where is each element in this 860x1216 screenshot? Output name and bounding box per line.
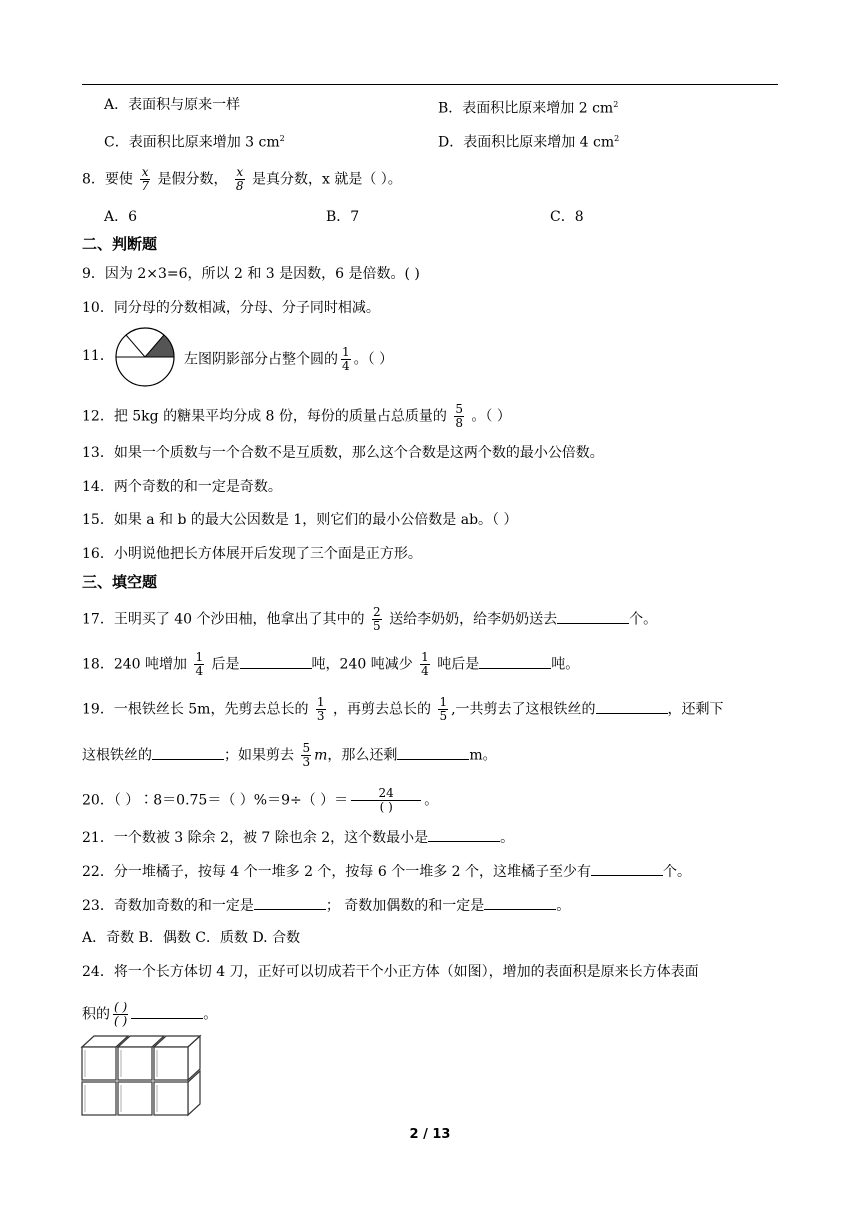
answer-blank[interactable] — [240, 654, 312, 669]
question-11: 左图阴影部分占整个圆的 $\frac{1}{4}$ 。（ ） — [184, 345, 394, 373]
question-22: 22．分一堆橘子，按每 4 个一堆多 2 个，按每 6 个一堆多 2 个，这堆橘子至少有 个。 — [82, 861, 691, 882]
question-24-line1: 24．将一个长方体切 4 刀，正好可以切成若干个小正方体（如图），增加的表面积是原来长方体表面 — [82, 964, 699, 980]
fraction-x-7: $\frac{x}{7}$ — [141, 165, 150, 193]
fraction-2-5: $\frac{2}{5}$ — [372, 605, 381, 633]
question-23-options: A．奇数 B．偶数 C．质数 D. 合数 — [82, 930, 301, 946]
q8-option-b: B．7 — [326, 209, 360, 225]
fraction-5-8: $\frac{5}{8}$ — [455, 402, 463, 430]
fraction-1-5: $\frac{1}{5}$ — [439, 695, 448, 723]
question-23: 23．奇数加奇数的和一定是 ； 奇数加偶数的和一定是 。 — [82, 895, 570, 916]
q7-option-b: B．表面积比原来增加 2 $cm^2$ — [438, 100, 619, 117]
page-number: 2 / 13 — [409, 1127, 451, 1142]
question-18: 18．240 吨增加 $\frac{1}{4}$ 后是 吨，240 吨减少 $\frac{1}{4}$ 吨后是 吨。 — [82, 650, 580, 678]
fraction-5-3: $\frac{5}{3}$ — [302, 741, 311, 769]
fraction-1-4: $\frac{1}{4}$ — [421, 650, 429, 678]
q7-option-a: A．表面积与原来一样 — [104, 97, 241, 113]
answer-blank[interactable] — [596, 699, 668, 714]
question-19-line1: 19．一根铁丝长 5m，先剪去总长的 $\frac{1}{3}$ ，再剪去总长的 $\frac{1}{5}$ ,一共剪去了这根铁丝的 ，还剩下 — [82, 695, 724, 723]
header-rule — [82, 84, 778, 85]
answer-blank[interactable] — [131, 1004, 203, 1019]
question-16: 16．小明说他把长方体展开后发现了三个面是正方形。 — [82, 546, 422, 562]
answer-blank[interactable] — [557, 609, 629, 624]
answer-blank[interactable] — [591, 861, 663, 876]
answer-blank[interactable] — [428, 827, 500, 842]
answer-blank[interactable] — [479, 654, 551, 669]
fraction-1-3: $\frac{1}{3}$ — [316, 695, 325, 723]
fraction-x-8: $\frac{x}{8}$ — [235, 165, 244, 193]
q8-option-c: C．8 — [550, 209, 584, 225]
question-11-number: 11． — [82, 348, 114, 364]
q7-option-c: C．表面积比原来增加 3 $cm^2$ — [104, 134, 285, 151]
circle-shaded-diagram — [113, 327, 177, 387]
fraction-1-4: $\frac{1}{4}$ — [195, 650, 204, 678]
question-10: 10．同分母的分数相减，分母、分子同时相减。 — [82, 300, 380, 316]
q8-option-a: A．6 — [104, 209, 138, 225]
section-2-title: 二、判断题 — [82, 235, 158, 253]
cube-stack-diagram — [80, 1032, 214, 1122]
answer-blank[interactable] — [152, 745, 224, 760]
question-24-line2: 积的 $\frac{( )}{( )}$ 。 — [82, 1000, 218, 1028]
answer-blank[interactable] — [484, 895, 556, 910]
answer-blank[interactable] — [397, 745, 469, 760]
question-17: 17．王明买了 40 个沙田柚，他拿出了其中的 $\frac{2}{5}$ 送给李奶奶，给李奶奶送去 个。 — [82, 605, 658, 633]
fraction-24-blank: $\frac{24}{( )}$ — [351, 787, 421, 814]
section-3-title: 三、填空题 — [82, 573, 158, 591]
question-15: 15．如果 a 和 b 的最大公因数是 1，则它们的最小公倍数是 ab。（ ） — [82, 512, 518, 528]
answer-blank[interactable] — [254, 895, 326, 910]
question-20: 20．（ ）∶8＝0.75＝（ ）%＝9÷（ ）＝ $\frac{24}{( )}$ 。 — [82, 786, 439, 814]
question-13: 13．如果一个质数与一个合数不是互质数，那么这个合数是这两个数的最小公倍数。 — [82, 445, 604, 461]
question-19-line2: 这根铁丝的 ；如果剪去 $\frac{5}{3}$ m，那么还剩 m。 — [82, 741, 497, 769]
fraction-1-4: $\frac{1}{4}$ — [342, 345, 350, 373]
q7-option-d: D．表面积比原来增加 4 $cm^2$ — [438, 134, 620, 151]
question-21: 21．一个数被 3 除余 2，被 7 除也余 2，这个数最小是 。 — [82, 827, 514, 848]
question-8: 8．要使 $\frac{x}{7}$ 是假分数， $\frac{x}{8}$ 是真分数，x 就是（ ）。 — [82, 165, 402, 193]
question-12: 12．把 5kg 的糖果平均分成 8 份，每份的质量占总质量的 $\frac{5}{8}$ 。（ ） — [82, 402, 511, 430]
question-14: 14．两个奇数的和一定是奇数。 — [82, 479, 282, 495]
fraction-blank: $\frac{( )}{( )}$ — [114, 1000, 128, 1028]
question-9: 9．因为 2×3=6，所以 2 和 3 是因数，6 是倍数。( ) — [82, 266, 420, 282]
